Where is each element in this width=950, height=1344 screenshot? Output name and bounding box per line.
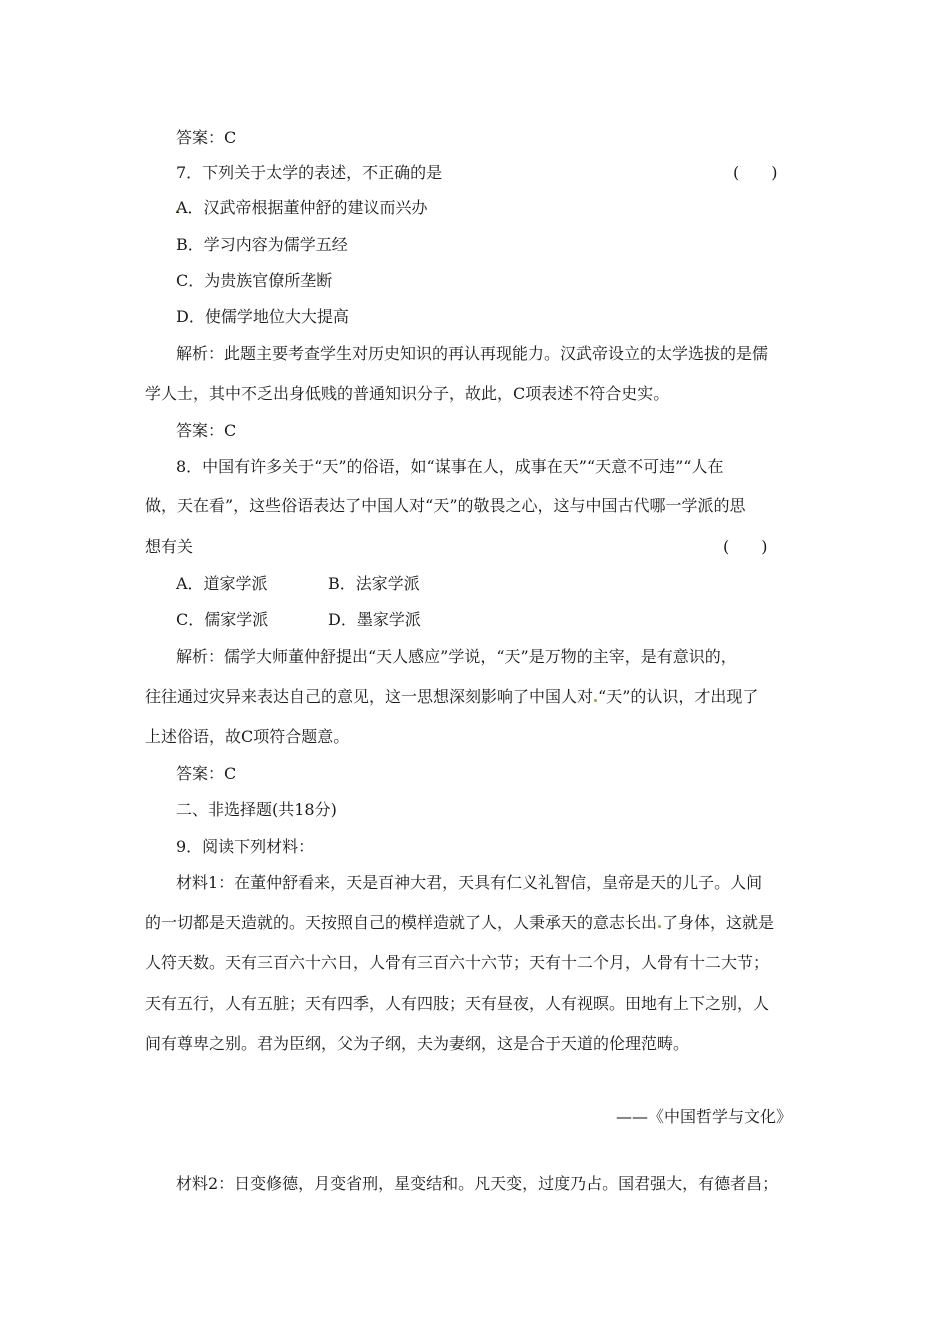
material-1-line: 人符天数。天有三百六十六日，人骨有三百六十六节；天有十二个月，人骨有十二大节； bbox=[145, 953, 770, 972]
option-c: C．儒家学派 bbox=[176, 610, 269, 629]
analysis-line bbox=[145, 687, 758, 707]
option-d: D．墨家学派 bbox=[328, 610, 421, 629]
material-text: 了身体，这就是 bbox=[662, 913, 775, 932]
option-d: D．使儒学地位大大提高 bbox=[176, 307, 349, 326]
analysis-line: 解析：此题主要考查学生对历史知识的再认再现能力。汉武帝设立的太学选拔的是儒 bbox=[176, 344, 769, 363]
option-c: C．为贵族官僚所垄断 bbox=[176, 271, 333, 290]
material-1-line bbox=[145, 913, 774, 933]
question-9-stem: 9．阅读下列材料： bbox=[176, 837, 315, 856]
answer-line: 答案：C bbox=[176, 421, 237, 440]
analysis-line: 解析：儒学大师董仲舒提出“天人感应”学说，“天”是万物的主宰，是有意识的， bbox=[176, 647, 737, 666]
section-heading: 二、非选择题(共18分) bbox=[176, 800, 337, 819]
stray-mark-dot bbox=[594, 699, 597, 702]
analysis-line: 学人士，其中不乏出身低贱的普通知识分子，故此，C项表述不符合史实。 bbox=[145, 384, 670, 403]
option-a: A．汉武帝根据董仲舒的建议而兴办 bbox=[176, 198, 428, 217]
material-2-line: 材料2：日变修德，月变省刑，星变结和。凡天变，过度乃占。国君强大，有德者昌； bbox=[176, 1174, 779, 1193]
material-source: ——《中国哲学与文化》 bbox=[615, 1107, 792, 1126]
option-b: B．法家学派 bbox=[328, 574, 420, 593]
option-a: A．道家学派 bbox=[176, 574, 268, 593]
question-7-stem: 7．下列关于太学的表述，不正确的是 bbox=[176, 163, 443, 182]
answer-blank-parentheses: ( ) bbox=[733, 163, 778, 182]
question-8-stem: 8．中国有许多关于“天”的俗语，如“谋事在人，成事在天”“天意不可违”“人在 bbox=[176, 457, 724, 476]
analysis-text: 往往通过灾异来表达自己的意见，这一思想深刻影响了中国人对 bbox=[145, 687, 594, 706]
material-1-line: 天有五行，人有五脏；天有四季，人有四肢；天有昼夜，人有视暝。田地有上下之别，人 bbox=[145, 994, 770, 1013]
answer-blank-parentheses: ( ) bbox=[723, 537, 768, 556]
material-1-line: 间有尊卑之别。君为臣纲，父为子纲，夫为妻纲，这是合于天道的伦理范畴。 bbox=[145, 1034, 690, 1053]
question-8-stem: 做，天在看”，这些俗语表达了中国人对“天”的敬畏之心，这与中国古代哪一学派的思 bbox=[145, 496, 746, 515]
material-text: 的一切都是天造就的。天按照自己的模样造就了人，人秉承天的意志长出 bbox=[145, 913, 658, 932]
analysis-text: “天”的认识，才出现了 bbox=[598, 687, 759, 706]
analysis-line: 上述俗语，故C项符合题意。 bbox=[145, 727, 350, 746]
question-8-stem: 想有关 bbox=[145, 537, 194, 556]
answer-line: 答案：C bbox=[176, 764, 237, 783]
answer-line: 答案：C bbox=[176, 128, 237, 147]
material-1-line: 材料1：在董仲舒看来，天是百神大君，天具有仁义礼智信，皇帝是天的儿子。人间 bbox=[176, 873, 763, 892]
stray-mark-dot bbox=[658, 925, 661, 928]
option-b: B．学习内容为儒学五经 bbox=[176, 235, 348, 254]
